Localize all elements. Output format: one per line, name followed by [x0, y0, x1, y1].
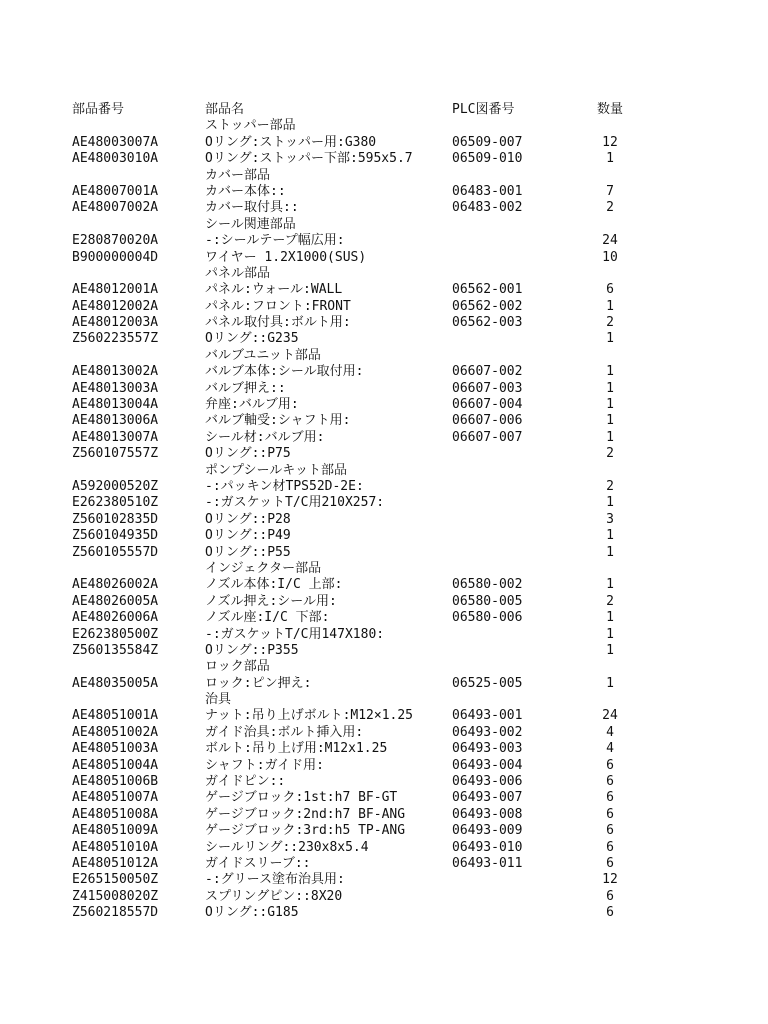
table-row [72, 184, 672, 200]
quantity-cell: 2 [606, 315, 614, 331]
part-number-cell: AE48051001A [72, 708, 159, 724]
part-name-cell: ノズル本体:I/C 上部: [205, 577, 343, 593]
part-number-cell: AE48026002A [72, 577, 159, 593]
part-number-cell: AE48003010A [72, 151, 159, 167]
plc-number-cell: 06562-002 [452, 298, 523, 314]
group-heading-row [72, 217, 672, 233]
part-number-cell: AE48013007A [72, 429, 159, 445]
part-name-cell: 弁座:バルブ用: [205, 397, 299, 413]
quantity-cell: 1 [606, 331, 614, 347]
table-row [72, 545, 672, 561]
part-name-cell: ガイドスリーブ:: [205, 855, 311, 871]
quantity-cell: 1 [606, 151, 614, 167]
part-number-cell: AE48012001A [72, 282, 159, 298]
table-row [72, 446, 672, 462]
part-number-cell: Z560218557D [72, 905, 159, 921]
plc-number-cell: 06493-003 [452, 741, 523, 757]
plc-number-cell: 06493-004 [452, 757, 523, 773]
part-name-cell: Oリング::P355 [205, 642, 299, 658]
group-heading-row [72, 561, 672, 577]
header-quantity: 数量 [596, 102, 623, 117]
part-name-cell: ノズル押え:シール用: [205, 593, 337, 609]
part-number-cell: AE48026006A [72, 610, 159, 626]
part-number-cell: AE48012003A [72, 315, 159, 331]
table-row [72, 200, 672, 216]
part-number-cell: E265150050Z [72, 872, 159, 888]
part-name-cell: ナット:吊り上げボルト:M12×1.25 [205, 708, 414, 724]
parts-list-body [72, 118, 672, 921]
part-name-cell: カバー取付具:: [205, 200, 299, 216]
part-number-cell: E280870020A [72, 233, 159, 249]
part-name-cell: Oリング::G235 [205, 331, 299, 347]
plc-number-cell: 06493-007 [452, 790, 523, 806]
table-row [72, 856, 672, 872]
group-heading: パネル部品 [205, 265, 271, 281]
plc-number-cell: 06607-002 [452, 364, 523, 380]
part-name-cell: ロック:ピン押え: [205, 675, 312, 691]
group-heading: インジェクター部品 [205, 560, 322, 576]
part-name-cell: パネル:ウォール:WALL [205, 282, 343, 298]
part-number-cell: AE48051004A [72, 757, 159, 773]
quantity-cell: 6 [606, 757, 614, 773]
quantity-cell: 12 [602, 872, 618, 888]
quantity-cell: 24 [602, 708, 618, 724]
part-name-cell: ゲージブロック:1st:h7 BF-GT [205, 790, 398, 806]
plc-number-cell: 06509-010 [452, 151, 523, 167]
part-number-cell: B900000004D [72, 249, 159, 265]
table-row [72, 331, 672, 347]
part-name-cell: バルブ押え:: [205, 380, 286, 396]
parts-list-sheet [72, 102, 672, 922]
part-number-cell: AE48051012A [72, 855, 159, 871]
table-row [72, 151, 672, 167]
table-row [72, 594, 672, 610]
table-row [72, 758, 672, 774]
quantity-cell: 4 [606, 741, 614, 757]
plc-number-cell: 06580-005 [452, 593, 523, 609]
table-row [72, 364, 672, 380]
part-number-cell: Z560102835D [72, 511, 159, 527]
part-number-cell: AE48051009A [72, 823, 159, 839]
quantity-cell: 6 [606, 790, 614, 806]
table-row [72, 774, 672, 790]
part-number-cell: AE48051008A [72, 806, 159, 822]
table-row [72, 282, 672, 298]
plc-number-cell: 06493-011 [452, 855, 523, 871]
table-row [72, 790, 672, 806]
plc-number-cell: 06493-001 [452, 708, 523, 724]
quantity-cell: 6 [606, 282, 614, 298]
part-number-cell: AE48051003A [72, 741, 159, 757]
table-row [72, 823, 672, 839]
quantity-cell: 2 [606, 478, 614, 494]
header-plc-number: PLC図番号 [452, 102, 515, 117]
group-heading: ストッパー部品 [205, 118, 296, 134]
part-name-cell: ガイドピン:: [205, 774, 286, 790]
quantity-cell: 6 [606, 839, 614, 855]
quantity-cell: 3 [606, 511, 614, 527]
quantity-cell: 1 [606, 495, 614, 511]
table-row [72, 135, 672, 151]
part-name-cell: バルブ軸受:シャフト用: [205, 413, 351, 429]
table-row [72, 741, 672, 757]
group-heading-row [72, 168, 672, 184]
part-name-cell: Oリング::P55 [205, 544, 291, 560]
part-name-cell: Oリング:ストッパー用:G380 [205, 134, 377, 150]
table-row [72, 725, 672, 741]
part-name-cell: ガイド治具:ボルト挿入用: [205, 724, 364, 740]
table-row [72, 807, 672, 823]
part-number-cell: AE48013003A [72, 380, 159, 396]
part-number-cell: Z415008020Z [72, 888, 159, 904]
part-name-cell: パネル取付具:ボルト用: [205, 315, 351, 331]
part-number-cell: AE48007001A [72, 183, 159, 199]
quantity-cell: 1 [606, 364, 614, 380]
part-name-cell: -:グリース塗布治具用: [205, 872, 345, 888]
part-name-cell: Oリング::P28 [205, 511, 291, 527]
table-row [72, 397, 672, 413]
part-name-cell: Oリング::P49 [205, 528, 291, 544]
table-row [72, 872, 672, 888]
table-row [72, 905, 672, 921]
table-row [72, 643, 672, 659]
part-number-cell: Z560223557Z [72, 331, 159, 347]
table-row [72, 889, 672, 905]
group-heading: ポンプシールキット部品 [205, 462, 347, 478]
part-name-cell: ゲージブロック:3rd:h5 TP-ANG [205, 823, 406, 839]
table-row [72, 610, 672, 626]
part-number-cell: AE48013004A [72, 397, 159, 413]
part-name-cell: Oリング:ストッパー下部:595x5.7 [205, 151, 413, 167]
part-name-cell: バルブ本体:シール取付用: [205, 364, 364, 380]
plc-number-cell: 06509-007 [452, 134, 523, 150]
part-name-cell: ボルト:吊り上げ用:M12x1.25 [205, 741, 388, 757]
plc-number-cell: 06562-003 [452, 315, 523, 331]
plc-number-cell: 06493-009 [452, 823, 523, 839]
quantity-cell: 1 [606, 380, 614, 396]
table-row [72, 430, 672, 446]
part-name-cell: カバー本体:: [205, 183, 286, 199]
table-row [72, 315, 672, 331]
table-row [72, 413, 672, 429]
group-heading: シール関連部品 [205, 216, 296, 232]
group-heading: バルブユニット部品 [205, 347, 321, 363]
group-heading-row [72, 266, 672, 282]
part-number-cell: AE48007002A [72, 200, 159, 216]
group-heading: 治具 [205, 692, 232, 708]
quantity-cell: 1 [606, 413, 614, 429]
part-name-cell: -:ガスケットT/C用210X257: [205, 495, 385, 511]
part-name-cell: -:シールテープ幅広用: [205, 233, 345, 249]
plc-number-cell: 06493-010 [452, 839, 523, 855]
part-number-cell: AE48026005A [72, 593, 159, 609]
plc-number-cell: 06493-008 [452, 806, 523, 822]
quantity-cell: 6 [606, 905, 614, 921]
part-number-cell: Z560105557D [72, 544, 159, 560]
part-number-cell: E262380510Z [72, 495, 159, 511]
plc-number-cell: 06607-006 [452, 413, 523, 429]
part-number-cell: AE48051006B [72, 774, 159, 790]
part-number-cell: AE48051007A [72, 790, 159, 806]
part-name-cell: シャフト:ガイド用: [205, 757, 325, 773]
part-number-cell: Z560107557Z [72, 446, 159, 462]
group-heading: カバー部品 [205, 167, 271, 183]
part-number-cell: AE48012002A [72, 298, 159, 314]
part-name-cell: ゲージブロック:2nd:h7 BF-ANG [205, 806, 406, 822]
quantity-cell: 6 [606, 774, 614, 790]
plc-number-cell: 06493-002 [452, 724, 523, 740]
quantity-cell: 1 [606, 544, 614, 560]
table-row [72, 233, 672, 249]
part-number-cell: A592000520Z [72, 478, 159, 494]
table-row [72, 528, 672, 544]
quantity-cell: 24 [602, 233, 618, 249]
plc-number-cell: 06607-003 [452, 380, 523, 396]
quantity-cell: 2 [606, 200, 614, 216]
part-name-cell: シールリング::230x8x5.4 [205, 839, 369, 855]
plc-number-cell: 06525-005 [452, 675, 523, 691]
plc-number-cell: 06580-002 [452, 577, 523, 593]
table-row [72, 512, 672, 528]
part-number-cell: AE48051010A [72, 839, 159, 855]
plc-number-cell: 06493-006 [452, 774, 523, 790]
table-row [72, 250, 672, 266]
part-name-cell: -:ガスケットT/C用147X180: [205, 626, 385, 642]
plc-number-cell: 06607-004 [452, 397, 523, 413]
plc-number-cell: 06562-001 [452, 282, 523, 298]
quantity-cell: 6 [606, 823, 614, 839]
part-number-cell: Z560135584Z [72, 642, 159, 658]
header-row [72, 102, 672, 118]
part-name-cell: -:パッキン材TPS52D-2E: [205, 478, 364, 494]
plc-number-cell: 06483-001 [452, 183, 523, 199]
quantity-cell: 7 [606, 183, 614, 199]
quantity-cell: 1 [606, 429, 614, 445]
group-heading: ロック部品 [205, 659, 270, 675]
table-row [72, 299, 672, 315]
quantity-cell: 2 [606, 593, 614, 609]
group-heading-row [72, 348, 672, 364]
table-row [72, 495, 672, 511]
quantity-cell: 1 [606, 298, 614, 314]
header-part-number: 部品番号 [72, 102, 125, 117]
table-row [72, 577, 672, 593]
table-row [72, 627, 672, 643]
quantity-cell: 10 [602, 249, 618, 265]
table-row [72, 381, 672, 397]
part-name-cell: Oリング::G185 [205, 905, 299, 921]
part-name-cell: パネル:フロント:FRONT [205, 298, 351, 314]
quantity-cell: 1 [606, 626, 614, 642]
plc-number-cell: 06483-002 [452, 200, 523, 216]
quantity-cell: 1 [606, 577, 614, 593]
part-number-cell: E262380500Z [72, 626, 159, 642]
quantity-cell: 6 [606, 855, 614, 871]
part-number-cell: AE48003007A [72, 134, 159, 150]
table-row [72, 676, 672, 692]
group-heading-row [72, 692, 672, 708]
part-number-cell: AE48013006A [72, 413, 159, 429]
table-row [72, 840, 672, 856]
part-number-cell: AE48035005A [72, 675, 159, 691]
group-heading-row [72, 463, 672, 479]
part-number-cell: Z560104935D [72, 528, 159, 544]
table-row [72, 479, 672, 495]
plc-number-cell: 06580-006 [452, 610, 523, 626]
quantity-cell: 1 [606, 528, 614, 544]
part-number-cell: AE48013002A [72, 364, 159, 380]
quantity-cell: 6 [606, 888, 614, 904]
plc-number-cell: 06607-007 [452, 429, 523, 445]
group-heading-row [72, 659, 672, 675]
part-name-cell: ワイヤー 1.2X1000(SUS) [205, 249, 367, 265]
quantity-cell: 2 [606, 446, 614, 462]
part-name-cell: シール材:バルブ用: [205, 429, 325, 445]
quantity-cell: 1 [606, 397, 614, 413]
quantity-cell: 1 [606, 675, 614, 691]
table-row [72, 708, 672, 724]
part-name-cell: Oリング::P75 [205, 446, 291, 462]
header-part-name: 部品名 [205, 102, 245, 117]
part-name-cell: ノズル座:I/C 下部: [205, 610, 330, 626]
quantity-cell: 6 [606, 806, 614, 822]
quantity-cell: 1 [606, 642, 614, 658]
quantity-cell: 12 [602, 134, 618, 150]
group-heading-row [72, 118, 672, 134]
part-number-cell: AE48051002A [72, 724, 159, 740]
quantity-cell: 4 [606, 724, 614, 740]
part-name-cell: スプリングピン::8X20 [205, 888, 343, 904]
quantity-cell: 1 [606, 610, 614, 626]
